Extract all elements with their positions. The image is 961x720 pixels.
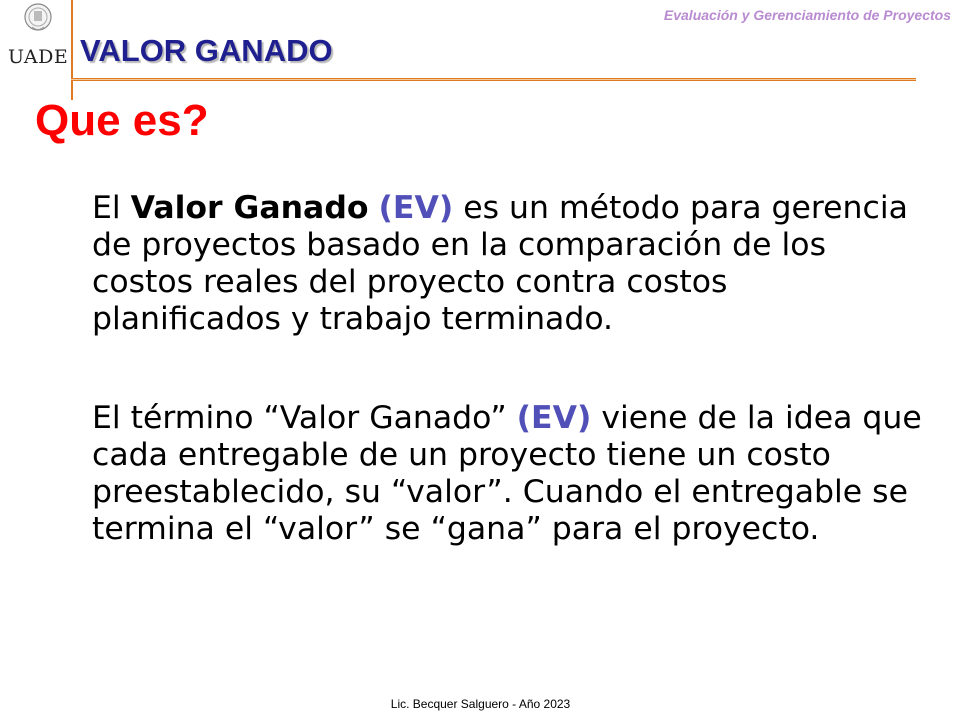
uade-logo — [8, 2, 68, 72]
paragraph1-intro: El — [92, 190, 131, 226]
header-divider — [71, 78, 916, 81]
paragraph2-intro: El término “Valor Ganado” — [92, 400, 517, 436]
course-title: Evaluación y Gerenciamiento de Proyectos — [663, 7, 951, 23]
university-seal-icon — [23, 2, 53, 42]
footer-credit: Lic. Becquer Salguero - Año 2023 — [390, 697, 571, 711]
ev-abbreviation: (EV) — [378, 190, 454, 226]
vertical-divider — [71, 0, 73, 100]
paragraph-origin — [92, 400, 922, 548]
slide-subtitle: Que es? — [35, 96, 209, 145]
paragraph2-text: viene de la idea que cada entregable de un proyecto tiene un costo preestablecido, su “valor”. Cuando el entregable se termina el “valor” se “gana” para el proyecto. — [92, 400, 922, 547]
paragraph1-text: es un método para gerencia de proyectos basado en la comparación de los costos reales del proyecto contra costos planificados y trabajo terminado. — [92, 190, 908, 337]
paragraph-definition — [92, 190, 922, 338]
ev-abbreviation: (EV) — [516, 400, 592, 436]
slide-title: VALOR GANADO — [80, 33, 333, 68]
logo-text: UADE — [8, 46, 69, 68]
term-valor-ganado: Valor Ganado — [130, 190, 369, 226]
